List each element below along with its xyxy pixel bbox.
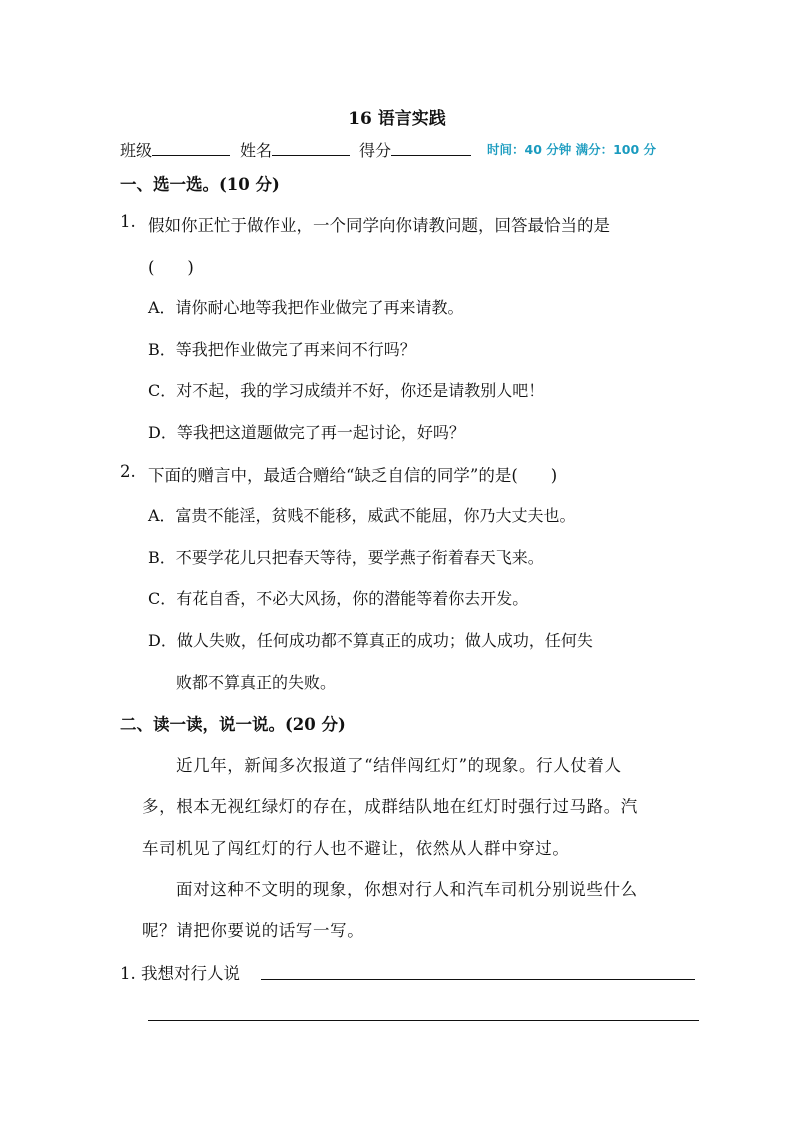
class-blank[interactable]	[152, 141, 230, 156]
q2-option-d: D．做人失败，任何成功都不算真正的成功；做人成功，任何失	[148, 631, 593, 650]
score-label: 得分	[359, 141, 392, 160]
q2-option-b: B．不要学花儿只把春天等待，要学燕子衔着春天飞来。	[148, 548, 544, 567]
answer1-label: 1. 我想对行人说	[120, 964, 240, 983]
passage-line-2: 多，根本无视红绿灯的存在，成群结队地在红灯时强行过马路。汽	[142, 797, 638, 816]
q2-number: 2.	[120, 462, 136, 481]
name-blank[interactable]	[272, 141, 350, 156]
q1-bracket: ( )	[148, 258, 194, 277]
answer1-line-1[interactable]	[261, 979, 695, 980]
q1-text: 假如你正忙于做作业，一个同学向你请教问题，回答最恰当的是	[148, 216, 610, 235]
q2-option-d-cont: 败都不算真正的失败。	[176, 673, 337, 692]
passage-line-3: 车司机见了闯红灯的行人也不避让，依然从人群中穿过。	[142, 839, 570, 858]
q1-option-c: C．对不起，我的学习成绩并不好，你还是请教别人吧！	[148, 381, 545, 400]
q1-option-b: B．等我把作业做完了再来问不行吗？	[148, 340, 416, 359]
q2-text: 下面的赠言中，最适合赠给“缺乏自信的同学”的是( )	[148, 466, 558, 485]
score-field	[359, 138, 471, 161]
section2-heading: 二、读一读，说一说。(20 分)	[120, 715, 346, 734]
section1-heading: 一、选一选。(10 分)	[120, 175, 280, 194]
prompt-line-1: 面对这种不文明的现象，你想对行人和汽车司机分别说些什么	[176, 880, 638, 899]
answer1-line-2[interactable]	[148, 1020, 699, 1021]
class-field	[120, 138, 230, 161]
page-title: 16 语言实践	[348, 109, 446, 129]
q2-option-c: C．有花自香，不必大风扬，你的潜能等着你去开发。	[148, 589, 529, 608]
q1-option-a: A．请你耐心地等我把作业做完了再来请教。	[148, 298, 464, 317]
passage-line-1: 近几年，新闻多次报道了“结伴闯红灯”的现象。行人仗着人	[176, 756, 622, 775]
q1-number: 1.	[120, 212, 136, 231]
name-label: 姓名	[240, 141, 273, 160]
q2-option-a: A．富贵不能淫，贫贱不能移，威武不能屈，你乃大丈夫也。	[148, 506, 576, 525]
time-info: 时间：40 分钟 满分：100 分	[487, 142, 657, 157]
prompt-line-2: 呢？请把你要说的话写一写。	[142, 921, 365, 940]
q1-option-d: D．等我把这道题做完了再一起讨论，好吗？	[148, 423, 465, 442]
name-field	[240, 138, 350, 161]
class-label: 班级	[120, 141, 153, 160]
score-blank[interactable]	[391, 141, 471, 156]
